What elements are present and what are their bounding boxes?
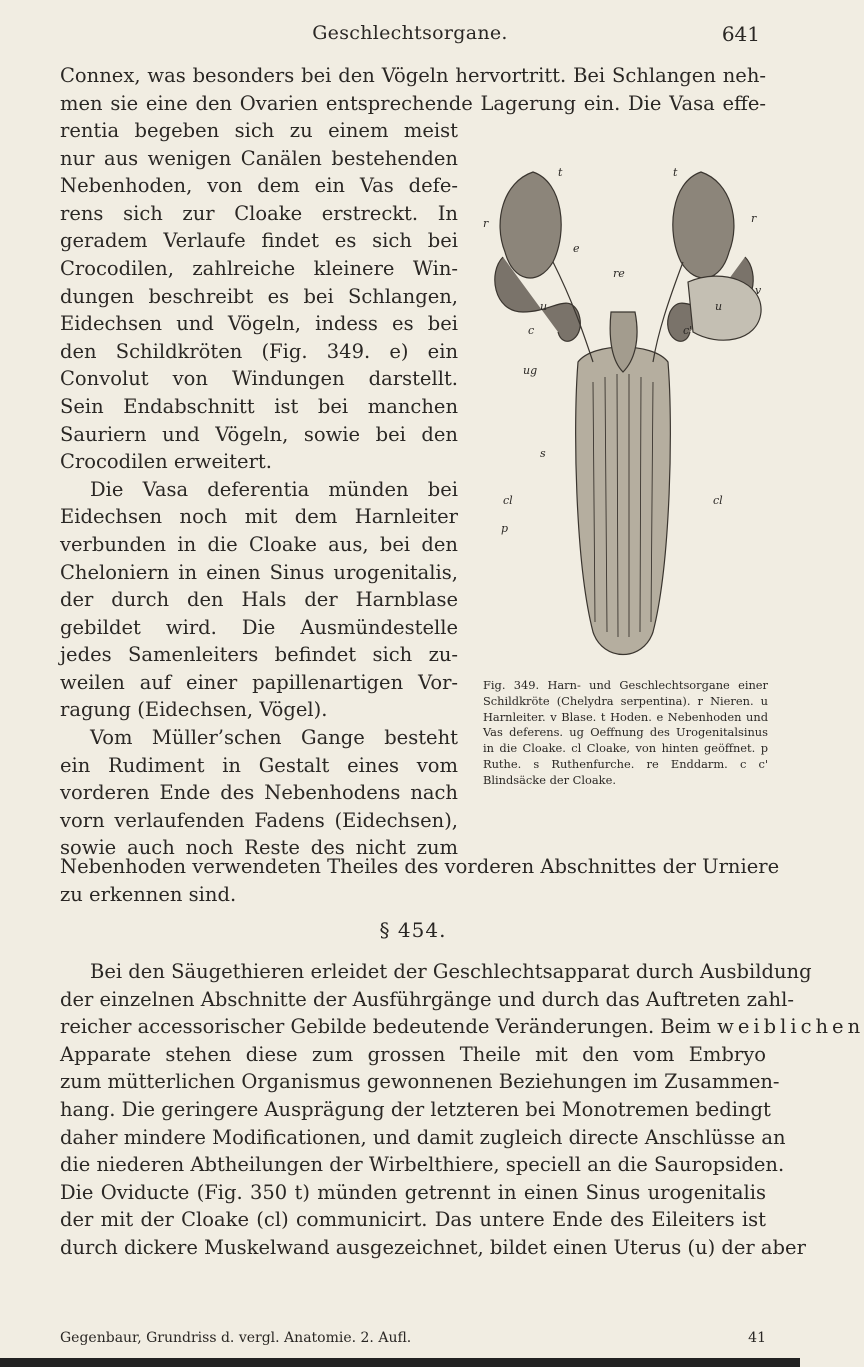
text-line: Bei den Säugethieren erleidet der Geschlechtsapparat durch Ausbildung — [90, 960, 812, 983]
text-line: daher mindere Modificationen, und damit zugleich directe Anschlüsse an — [60, 1125, 786, 1149]
text-line: Apparate stehen diese zum grossen Theile mit den vom Embryo — [60, 1042, 766, 1066]
text-line: Cheloniern in einen Sinus urogenitalis, — [60, 560, 458, 584]
label-r2: r — [751, 212, 757, 225]
text-line: Vom Müller’schen Gange besteht — [90, 726, 458, 750]
text-line: ragung (Eidechsen, Vögel). — [60, 698, 328, 722]
label-ug: ug — [523, 364, 538, 377]
label-c-prime: c' — [683, 324, 693, 337]
text-line: Crocodilen, zahlreiche kleinere Win- — [60, 256, 458, 280]
text-line — [60, 1013, 864, 1041]
label-p: p — [501, 522, 509, 535]
right-kidney — [673, 172, 734, 278]
page-footer — [60, 1330, 766, 1350]
text-line: zum mütterlichen Organismus gewonnenen Beziehungen im Zusammen- — [60, 1070, 780, 1094]
label-t2: t — [673, 166, 678, 179]
text-line: ein Rudiment in Gestalt eines vom — [60, 753, 458, 777]
text-line: Die Oviducte (Fig. 350 t) münden getrennt in einen Sinus urogenitalis — [60, 1180, 766, 1204]
cloaca — [576, 347, 671, 655]
label-cl2: cl — [713, 494, 723, 507]
header-title: Geschlechtsorgane. — [312, 22, 508, 44]
text-line: weilen auf einer papillenartigen Vor- — [60, 670, 458, 694]
signature-mark: 41 — [748, 1330, 766, 1346]
text-line: Die Vasa deferentia münden bei — [90, 477, 458, 501]
text-segment: reicher accessorischer Gebilde bedeutende Veränderungen. Beim — [60, 1015, 711, 1039]
text-line: vorderen Ende des Nebenhodens nach — [60, 781, 458, 805]
left-kidney — [500, 172, 561, 278]
figure-caption: Fig. 349. Harn- und Geschlechtsorgane einer Schildkröte (Chelydra serpentina). r Nieren. u Harnleiter. v Blase. t Hoden. e Nebenhoden und Vas deferens. ug Oeffnung des Urogenitalsinus in die Cloake. cl Cloake, von hinten geöffnet. p Ruthe. s Ruthenfurche. re Enddarm. c c' Blindsäcke der Cloake. — [483, 678, 768, 787]
text-line: der einzelnen Abschnitte der Ausführgänge und durch das Auftreten zahl- — [60, 987, 794, 1011]
text-line: der mit der Cloake (cl) communicirt. Das untere Ende des Eileiters ist — [60, 1208, 766, 1232]
text-line: Crocodilen erweitert. — [60, 450, 272, 474]
text-line: hang. Die geringere Ausprägung der letzteren bei Monotremen bedingt — [60, 1097, 771, 1121]
text-line: men sie eine den Ovarien entsprechende Lagerung ein. Die Vasa effe- — [60, 91, 766, 115]
label-t1: t — [558, 166, 563, 179]
text-line: sowie auch noch Reste des nicht zum — [60, 836, 458, 860]
spaced-word: weiblichen — [717, 1015, 864, 1039]
text-line: dungen beschreibt es bei Schlangen, — [60, 284, 458, 308]
running-header — [60, 22, 760, 48]
text-line: Connex, was besonders bei den Vögeln hervortritt. Bei Schlangen neh- — [60, 64, 766, 87]
label-r1: r — [483, 217, 489, 230]
section-heading: § 454. — [379, 918, 447, 942]
text-line: geradem Verlaufe findet es sich bei — [60, 229, 458, 253]
footer-source: Gegenbaur, Grundriss d. vergl. Anatomie. 2. Aufl. — [60, 1330, 412, 1346]
scan-edge — [0, 1358, 800, 1367]
text-line: Convolut von Windungen darstellt. — [60, 367, 458, 391]
text-line: Eidechsen und Vögeln, indess es bei — [60, 312, 458, 336]
label-u2: u — [715, 300, 723, 313]
text-line: den Schildkröten (Fig. 349. e) ein — [60, 339, 458, 363]
text-line: Nebenhoden, von dem ein Vas defe- — [60, 174, 458, 198]
label-e: e — [573, 242, 580, 255]
text-line: vorn verlaufenden Fadens (Eidechsen), — [60, 808, 458, 832]
text-line: die niederen Abtheilungen der Wirbelthiere, speciell an die Sauropsiden. — [60, 1153, 785, 1177]
label-v: v — [755, 284, 762, 297]
label-c: c — [528, 324, 535, 337]
paragraph-4 — [60, 958, 864, 1262]
text-line: Sein Endabschnitt ist bei manchen — [60, 394, 458, 418]
text-line: nur aus wenigen Canälen bestehenden — [60, 146, 458, 170]
text-line: Sauriern und Vögeln, sowie bei den — [60, 422, 458, 446]
text-line: durch dickere Muskelwand ausgezeichnet, bildet einen Uterus (u) der aber — [60, 1235, 806, 1259]
label-cl1: cl — [503, 494, 513, 507]
anatomical-figure — [483, 162, 765, 674]
text-line: Nebenhoden verwendeten Theiles des vorderen Abschnittes der Urniere — [60, 855, 780, 878]
text-line: Eidechsen noch mit dem Harnleiter — [60, 505, 458, 529]
text-line: verbunden in die Cloake aus, bei den — [60, 532, 458, 556]
text-line: rentia begeben sich zu einem meist — [60, 119, 458, 142]
paragraph-3-full — [60, 853, 780, 908]
text-line: gebildet wird. Die Ausmündestelle — [60, 615, 458, 639]
left-column-text — [60, 117, 458, 862]
text-line: rens sich zur Cloake erstreckt. In — [60, 201, 458, 225]
text-line: jedes Samenleiters befindet sich zu- — [60, 643, 458, 667]
page-number: 641 — [721, 22, 760, 46]
paragraph-1-full — [60, 62, 766, 117]
text-line: der durch den Hals der Harnblase — [60, 588, 458, 612]
label-u1: u — [540, 300, 548, 313]
label-s: s — [540, 447, 546, 460]
text-line: zu erkennen sind. — [60, 882, 237, 906]
label-re: re — [613, 267, 625, 280]
